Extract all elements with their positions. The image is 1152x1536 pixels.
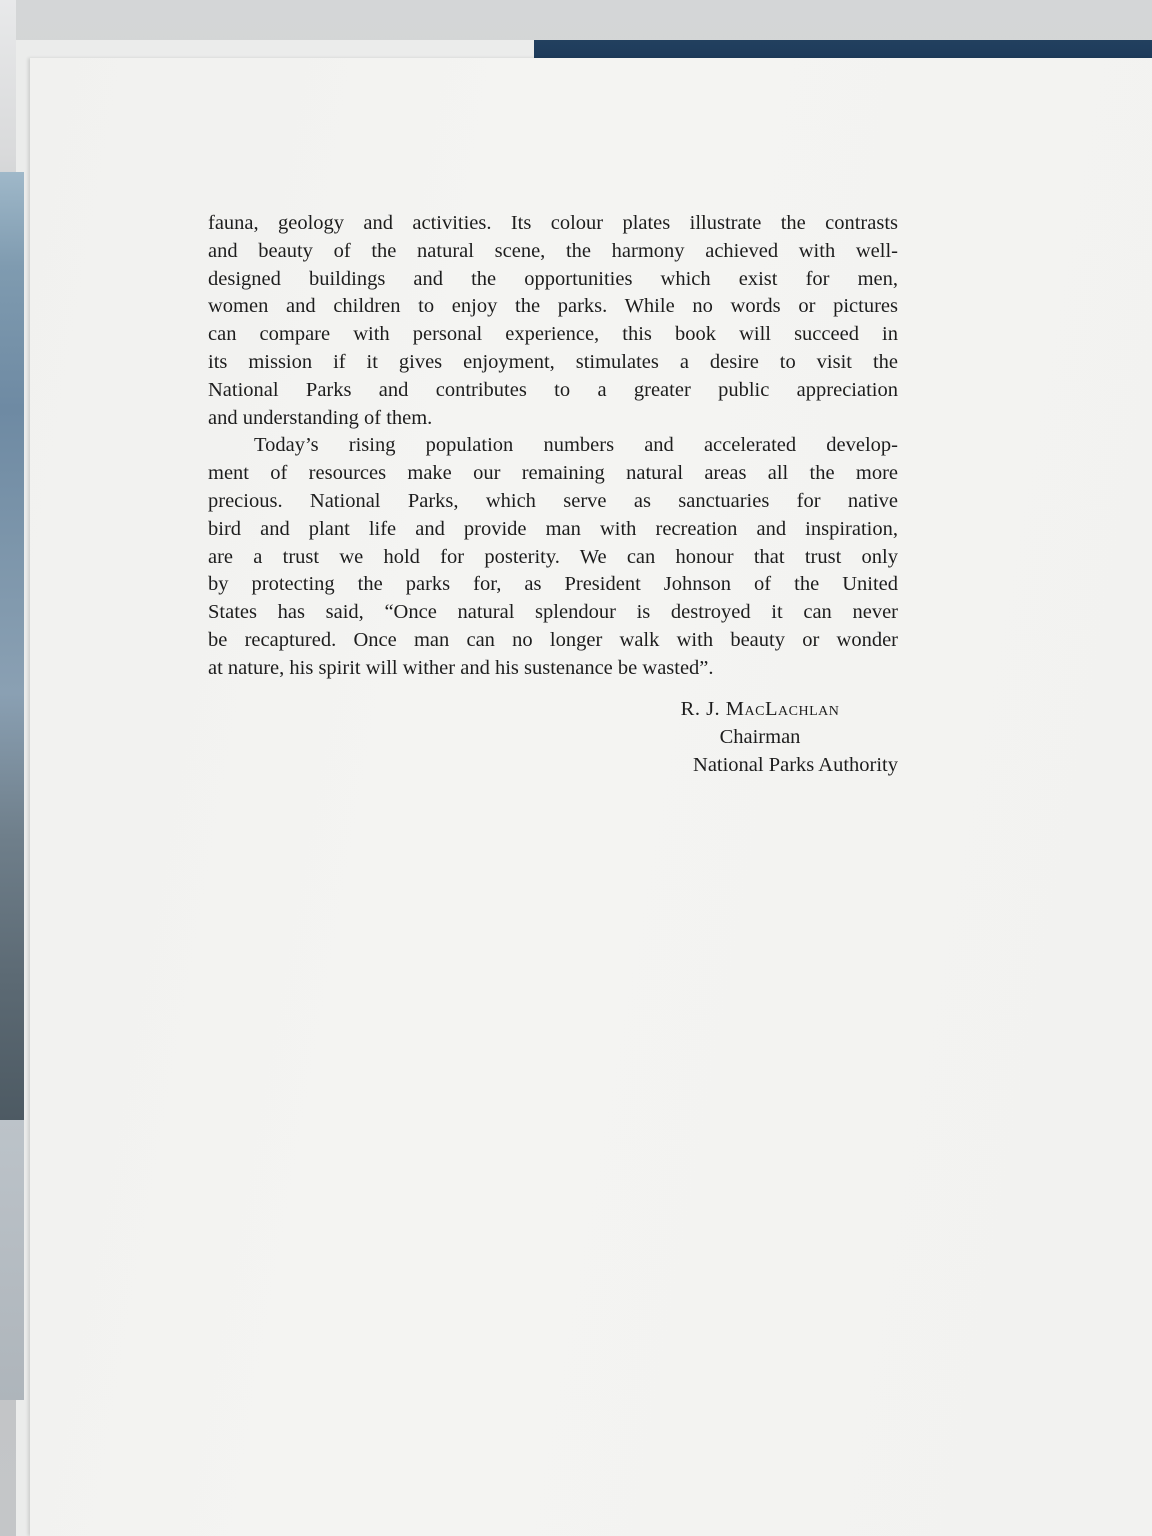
text-line: are a trust we hold for posterity. We can honour that trust only: [208, 545, 898, 568]
text-line: by protecting the parks for, as President Johnson of the United: [208, 573, 898, 596]
paragraph-2: [208, 432, 898, 682]
text-line: ment of resources make our remaining natural areas all the more: [208, 462, 898, 485]
text-line: at nature, his spirit will wither and his sustenance be wasted”.: [208, 656, 714, 679]
cover-photo-lower-strip: [0, 1120, 24, 1400]
text-line: bird and plant life and provide man with recreation and inspiration,: [208, 517, 898, 540]
text-line: fauna, geology and activities. Its colour plates illustrate the contrasts: [208, 212, 898, 234]
paragraph-1: [208, 210, 898, 432]
cover-photo-strip: [0, 172, 24, 1120]
text-line: designed buildings and the opportunities which exist for men,: [208, 267, 898, 290]
text-line: can compare with personal experience, this book will succeed in: [208, 323, 898, 346]
text-line: and understanding of them.: [208, 406, 433, 429]
text-line: precious. National Parks, which serve as sanctuaries for native: [208, 489, 898, 512]
text-line: women and children to enjoy the parks. While no words or pictures: [208, 295, 898, 318]
signatory-title: Chairman: [719, 725, 801, 748]
text-line: its mission if it gives enjoyment, stimulates a desire to visit the: [208, 350, 898, 373]
text-line: and beauty of the natural scene, the harmony achieved with well-: [208, 239, 898, 262]
text-line: States has said, “Once natural splendour is destroyed it can never: [208, 601, 898, 624]
signatory-organisation: National Parks Authority: [693, 753, 898, 776]
body-text: [208, 210, 898, 683]
signature-block: [600, 696, 920, 779]
text-line: Today’s rising population numbers and accelerated develop-: [254, 434, 898, 457]
book-cover-edge: [520, 40, 1152, 60]
signatory-name: R. J. MacLachlan: [680, 698, 840, 720]
text-line: National Parks and contributes to a greater public appreciation: [208, 378, 898, 401]
text-line: be recaptured. Once man can no longer walk with beauty or wonder: [208, 628, 898, 651]
